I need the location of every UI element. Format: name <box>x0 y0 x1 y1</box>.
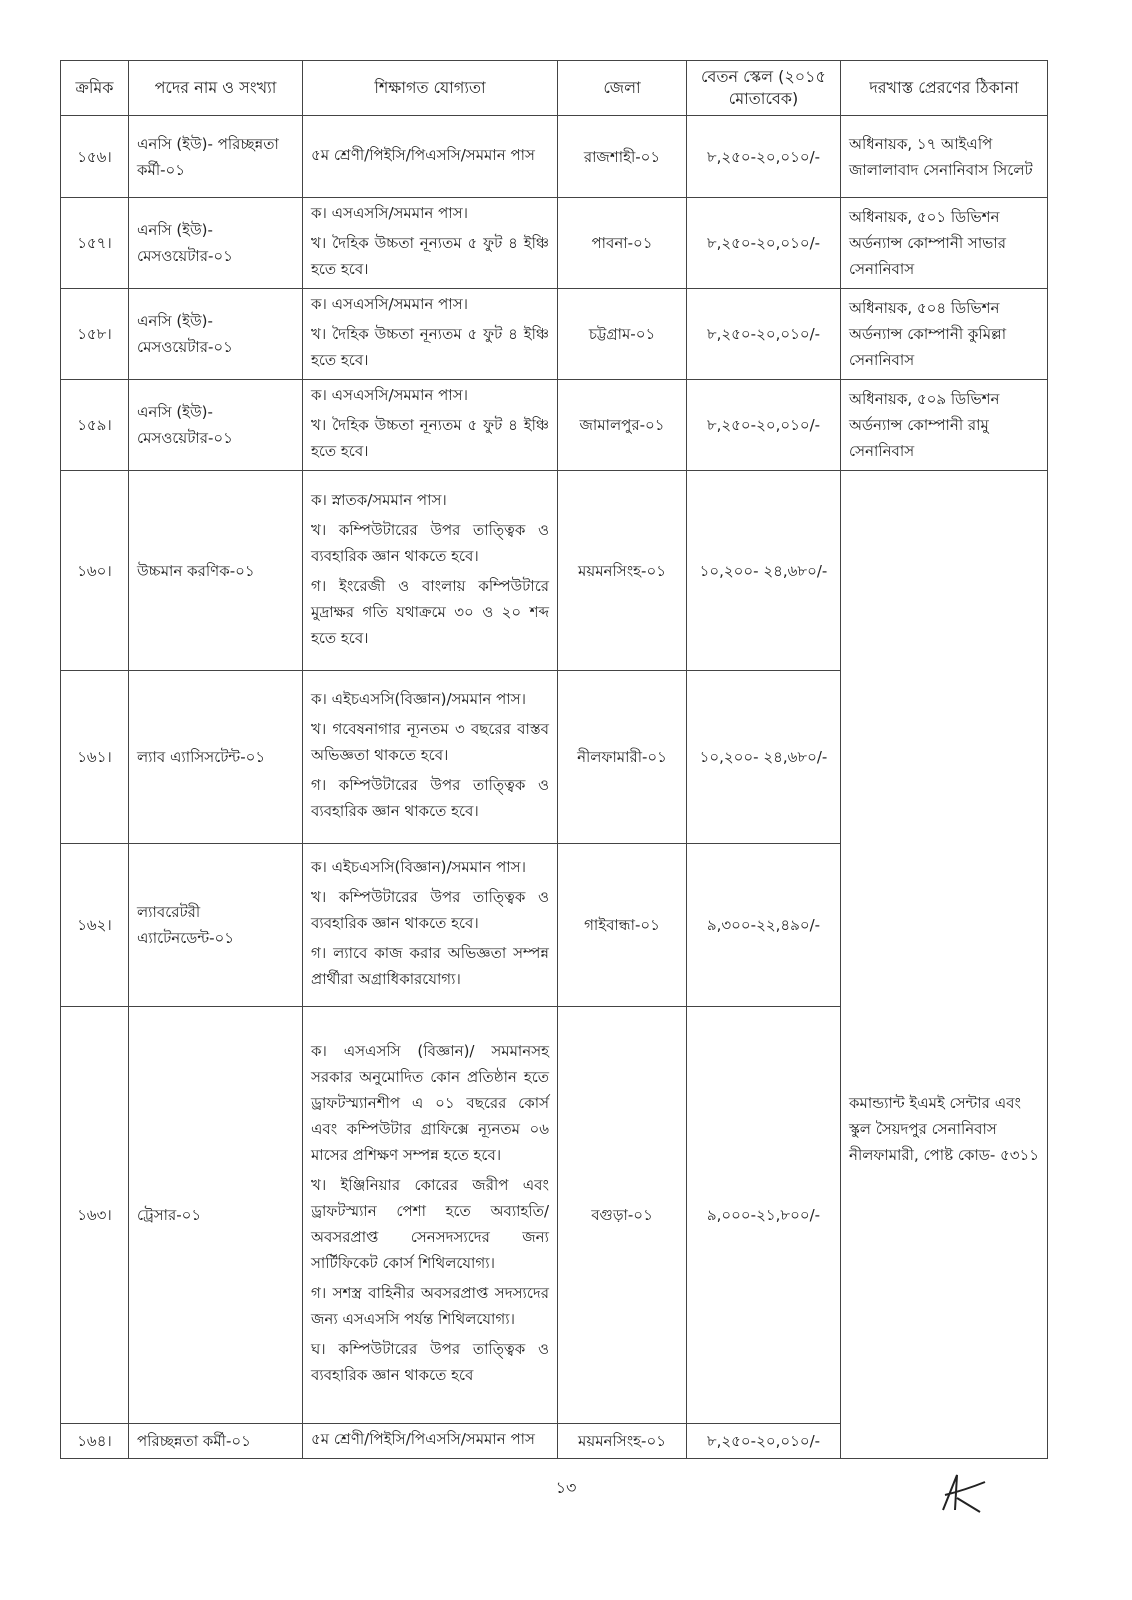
table-row <box>61 289 1048 380</box>
qualification-item: ক। এসএসসি/সমমান পাস। <box>311 295 468 313</box>
post-cell: পরিচ্ছন্নতা কর্মী-০১ <box>129 1424 303 1459</box>
qualification-item: ৫ম শ্রেণী/পিইসি/পিএসসি/সমমান পাস <box>311 145 535 164</box>
qualification-item: ক। এইচএসসি(বিজ্ঞান)/সমমান পাস। <box>311 690 526 708</box>
job-table <box>60 60 1048 1459</box>
district-cell: ময়মনসিংহ-০১ <box>558 1424 687 1459</box>
serial-cell: ১৬৩। <box>61 1007 129 1424</box>
serial-cell: ১৫৯। <box>61 380 129 471</box>
qualification-item: ৫ম শ্রেণী/পিইসি/পিএসসি/সমমান পাস <box>311 1430 535 1448</box>
district-cell: জামালপুর-০১ <box>558 380 687 471</box>
serial-cell: ১৬১। <box>61 671 129 844</box>
qualification-item: খ। গবেষনাগার ন্যূনতম ৩ বছরের বাস্তব অভিজ্ঞতা থাকতে হবে। <box>311 720 549 764</box>
post-cell: এনসি (ইউ)- মেসওয়েটার-০১ <box>129 380 303 471</box>
qualification-item: ক। এসএসসি/সমমান পাস। <box>311 204 468 222</box>
qualification-item: ক। স্নাতক/সমমান পাস। <box>311 490 447 509</box>
qualification-cell <box>303 289 558 380</box>
serial-cell: ১৫৮। <box>61 289 129 380</box>
qualification-item: ঘ। কম্পিউটারের উপর তাত্ত্বিক ও ব্যবহারিক জ্ঞান থাকতে হবে <box>311 1340 549 1384</box>
qualification-item: খ। দৈহিক উচ্চতা নূন্যতম ৫ ফুট ৪ ইঞ্চি হতে হবে। <box>311 325 549 369</box>
post-cell: ল্যাব এ্যাসিসটেন্ট-০১ <box>129 671 303 844</box>
table-row <box>61 116 1048 198</box>
qualification-cell <box>303 671 558 844</box>
qualification-cell <box>303 1424 558 1459</box>
post-cell: এনসি (ইউ)- মেসওয়েটার-০১ <box>129 289 303 380</box>
qualification-cell <box>303 116 558 198</box>
post-cell: এনসি (ইউ)- মেসওয়েটার-০১ <box>129 198 303 289</box>
qualification-cell <box>303 844 558 1007</box>
pay-scale-cell: ৮,২৫০-২০,০১০/- <box>687 289 841 380</box>
column-header: শিক্ষাগত যোগ্যতা <box>303 61 558 116</box>
qualification-item: গ। ইংরেজী ও বাংলায় কম্পিউটারে মুদ্রাক্ষর গতি যথাক্রমে ৩০ ও ২০ শব্দ হতে হবে। <box>311 576 549 647</box>
district-cell: পাবনা-০১ <box>558 198 687 289</box>
pay-scale-cell: ৮,২৫০-২০,০১০/- <box>687 1424 841 1459</box>
qualification-item: খ। ইঞ্জিনিয়ার কোরের জরীপ এবং ড্রাফটস্ম্যান পেশা হতে অব্যাহতি/ অবসরপ্রাপ্ত সেনসদস্যদের জন্য সার্টিফিকেট কোর্স শিথিলযোগ্য। <box>311 1176 549 1272</box>
post-cell: উচ্চমান করণিক-০১ <box>129 471 303 671</box>
post-cell: ট্রেসার-০১ <box>129 1007 303 1424</box>
qualification-cell <box>303 198 558 289</box>
district-cell: চট্টগ্রাম-০১ <box>558 289 687 380</box>
qualification-item: ক। এসএসসি (বিজ্ঞান)/ সমমানসহ সরকার অনুমোদিত কোন প্রতিষ্ঠান হতে ড্রাফটস্ম্যানশীপ এ ০১ বছরের কোর্স এবং কম্পিউটার গ্রাফিক্সে ন্যূনতম ০৬ মাসের প্রশিক্ষণ সম্পন্ন হতে হবে। <box>311 1042 549 1164</box>
pay-scale-cell: ৮,২৫০-২০,০১০/- <box>687 116 841 198</box>
address-cell: অধিনায়ক, ১৭ আইএপি জালালাবাদ সেনানিবাস সিলেট <box>841 116 1048 198</box>
serial-cell: ১৬২। <box>61 844 129 1007</box>
qualification-item: গ। কম্পিউটারের উপর তাত্ত্বিক ও ব্যবহারিক জ্ঞান থাকতে হবে। <box>311 776 549 820</box>
address-cell: অধিনায়ক, ৫০১ ডিভিশন অর্ডন্যান্স কোম্পানী সাভার সেনানিবাস <box>841 198 1048 289</box>
address-cell: কমান্ড্যান্ট ইএমই সেন্টার এবং স্কুল সৈয়দপুর সেনানিবাস নীলফামারী, পোষ্ট কোড- ৫৩১১ <box>841 471 1048 1459</box>
page-number: ১৩ <box>555 1478 577 1497</box>
column-header: পদের নাম ও সংখ্যা <box>129 61 303 116</box>
table-row <box>61 380 1048 471</box>
pay-scale-cell: ১০,২০০- ২৪,৬৮০/- <box>687 671 841 844</box>
qualification-item: ক। এসএসসি/সমমান পাস। <box>311 386 468 404</box>
qualification-item: খ। কম্পিউটারের উপর তাত্ত্বিক ও ব্যবহারিক জ্ঞান থাকতে হবে। <box>311 520 549 565</box>
qualification-item: গ। ল্যাবে কাজ করার অভিজ্ঞতা সম্পন্ন প্রার্থীরা অগ্রাধিকারযোগ্য। <box>311 944 549 988</box>
district-cell: রাজশাহী-০১ <box>558 116 687 198</box>
serial-cell: ১৫৭। <box>61 198 129 289</box>
qualification-item: ক। এইচএসসি(বিজ্ঞান)/সমমান পাস। <box>311 858 526 876</box>
table-row <box>61 471 1048 671</box>
table-row <box>61 198 1048 289</box>
pay-scale-cell: ৮,২৫০-২০,০১০/- <box>687 198 841 289</box>
qualification-item: খ। কম্পিউটারের উপর তাত্ত্বিক ও ব্যবহারিক জ্ঞান থাকতে হবে। <box>311 888 549 932</box>
qualification-cell <box>303 380 558 471</box>
district-cell: গাইবান্ধা-০১ <box>558 844 687 1007</box>
qualification-item: গ। সশস্ত্র বাহিনীর অবসরপ্রাপ্ত সদস্যদের জন্য এসএসসি পর্যন্ত শিথিলযোগ্য। <box>311 1284 549 1328</box>
table-header <box>61 61 1048 116</box>
serial-cell: ১৫৬। <box>61 116 129 198</box>
qualification-item: খ। দৈহিক উচ্চতা নূন্যতম ৫ ফুট ৪ ইঞ্চি হতে হবে। <box>311 234 549 278</box>
serial-cell: ১৬৪। <box>61 1424 129 1459</box>
column-header: ক্রমিক <box>61 61 129 116</box>
address-cell: অধিনায়ক, ৫০৪ ডিভিশন অর্ডন্যান্স কোম্পানী কুমিল্লা সেনানিবাস <box>841 289 1048 380</box>
column-header: জেলা <box>558 61 687 116</box>
qualification-item: খ। দৈহিক উচ্চতা নূন্যতম ৫ ফুট ৪ ইঞ্চি হতে হবে। <box>311 416 549 460</box>
qualification-cell <box>303 1007 558 1424</box>
serial-cell: ১৬০। <box>61 471 129 671</box>
address-cell: অধিনায়ক, ৫০৯ ডিভিশন অর্ডন্যান্স কোম্পানী রামু সেনানিবাস <box>841 380 1048 471</box>
pay-scale-cell: ৯,৩০০-২২,৪৯০/- <box>687 844 841 1007</box>
post-cell: এনসি (ইউ)- পরিচ্ছন্নতা কর্মী-০১ <box>129 116 303 198</box>
post-cell: ল্যাবরেটরী এ্যাটেনডেন্ট-০১ <box>129 844 303 1007</box>
column-header: দরখাস্ত প্রেরণের ঠিকানা <box>841 61 1048 116</box>
district-cell: ময়মনসিংহ-০১ <box>558 471 687 671</box>
pay-scale-cell: ৮,২৫০-২০,০১০/- <box>687 380 841 471</box>
signature <box>935 1470 995 1519</box>
column-header: বেতন স্কেল (২০১৫ মোতাবেক) <box>687 61 841 116</box>
district-cell: নীলফামারী-০১ <box>558 671 687 844</box>
qualification-cell <box>303 471 558 671</box>
pay-scale-cell: ১০,২০০- ২৪,৬৮০/- <box>687 471 841 671</box>
district-cell: বগুড়া-০১ <box>558 1007 687 1424</box>
pay-scale-cell: ৯,০০০-২১,৮০০/- <box>687 1007 841 1424</box>
